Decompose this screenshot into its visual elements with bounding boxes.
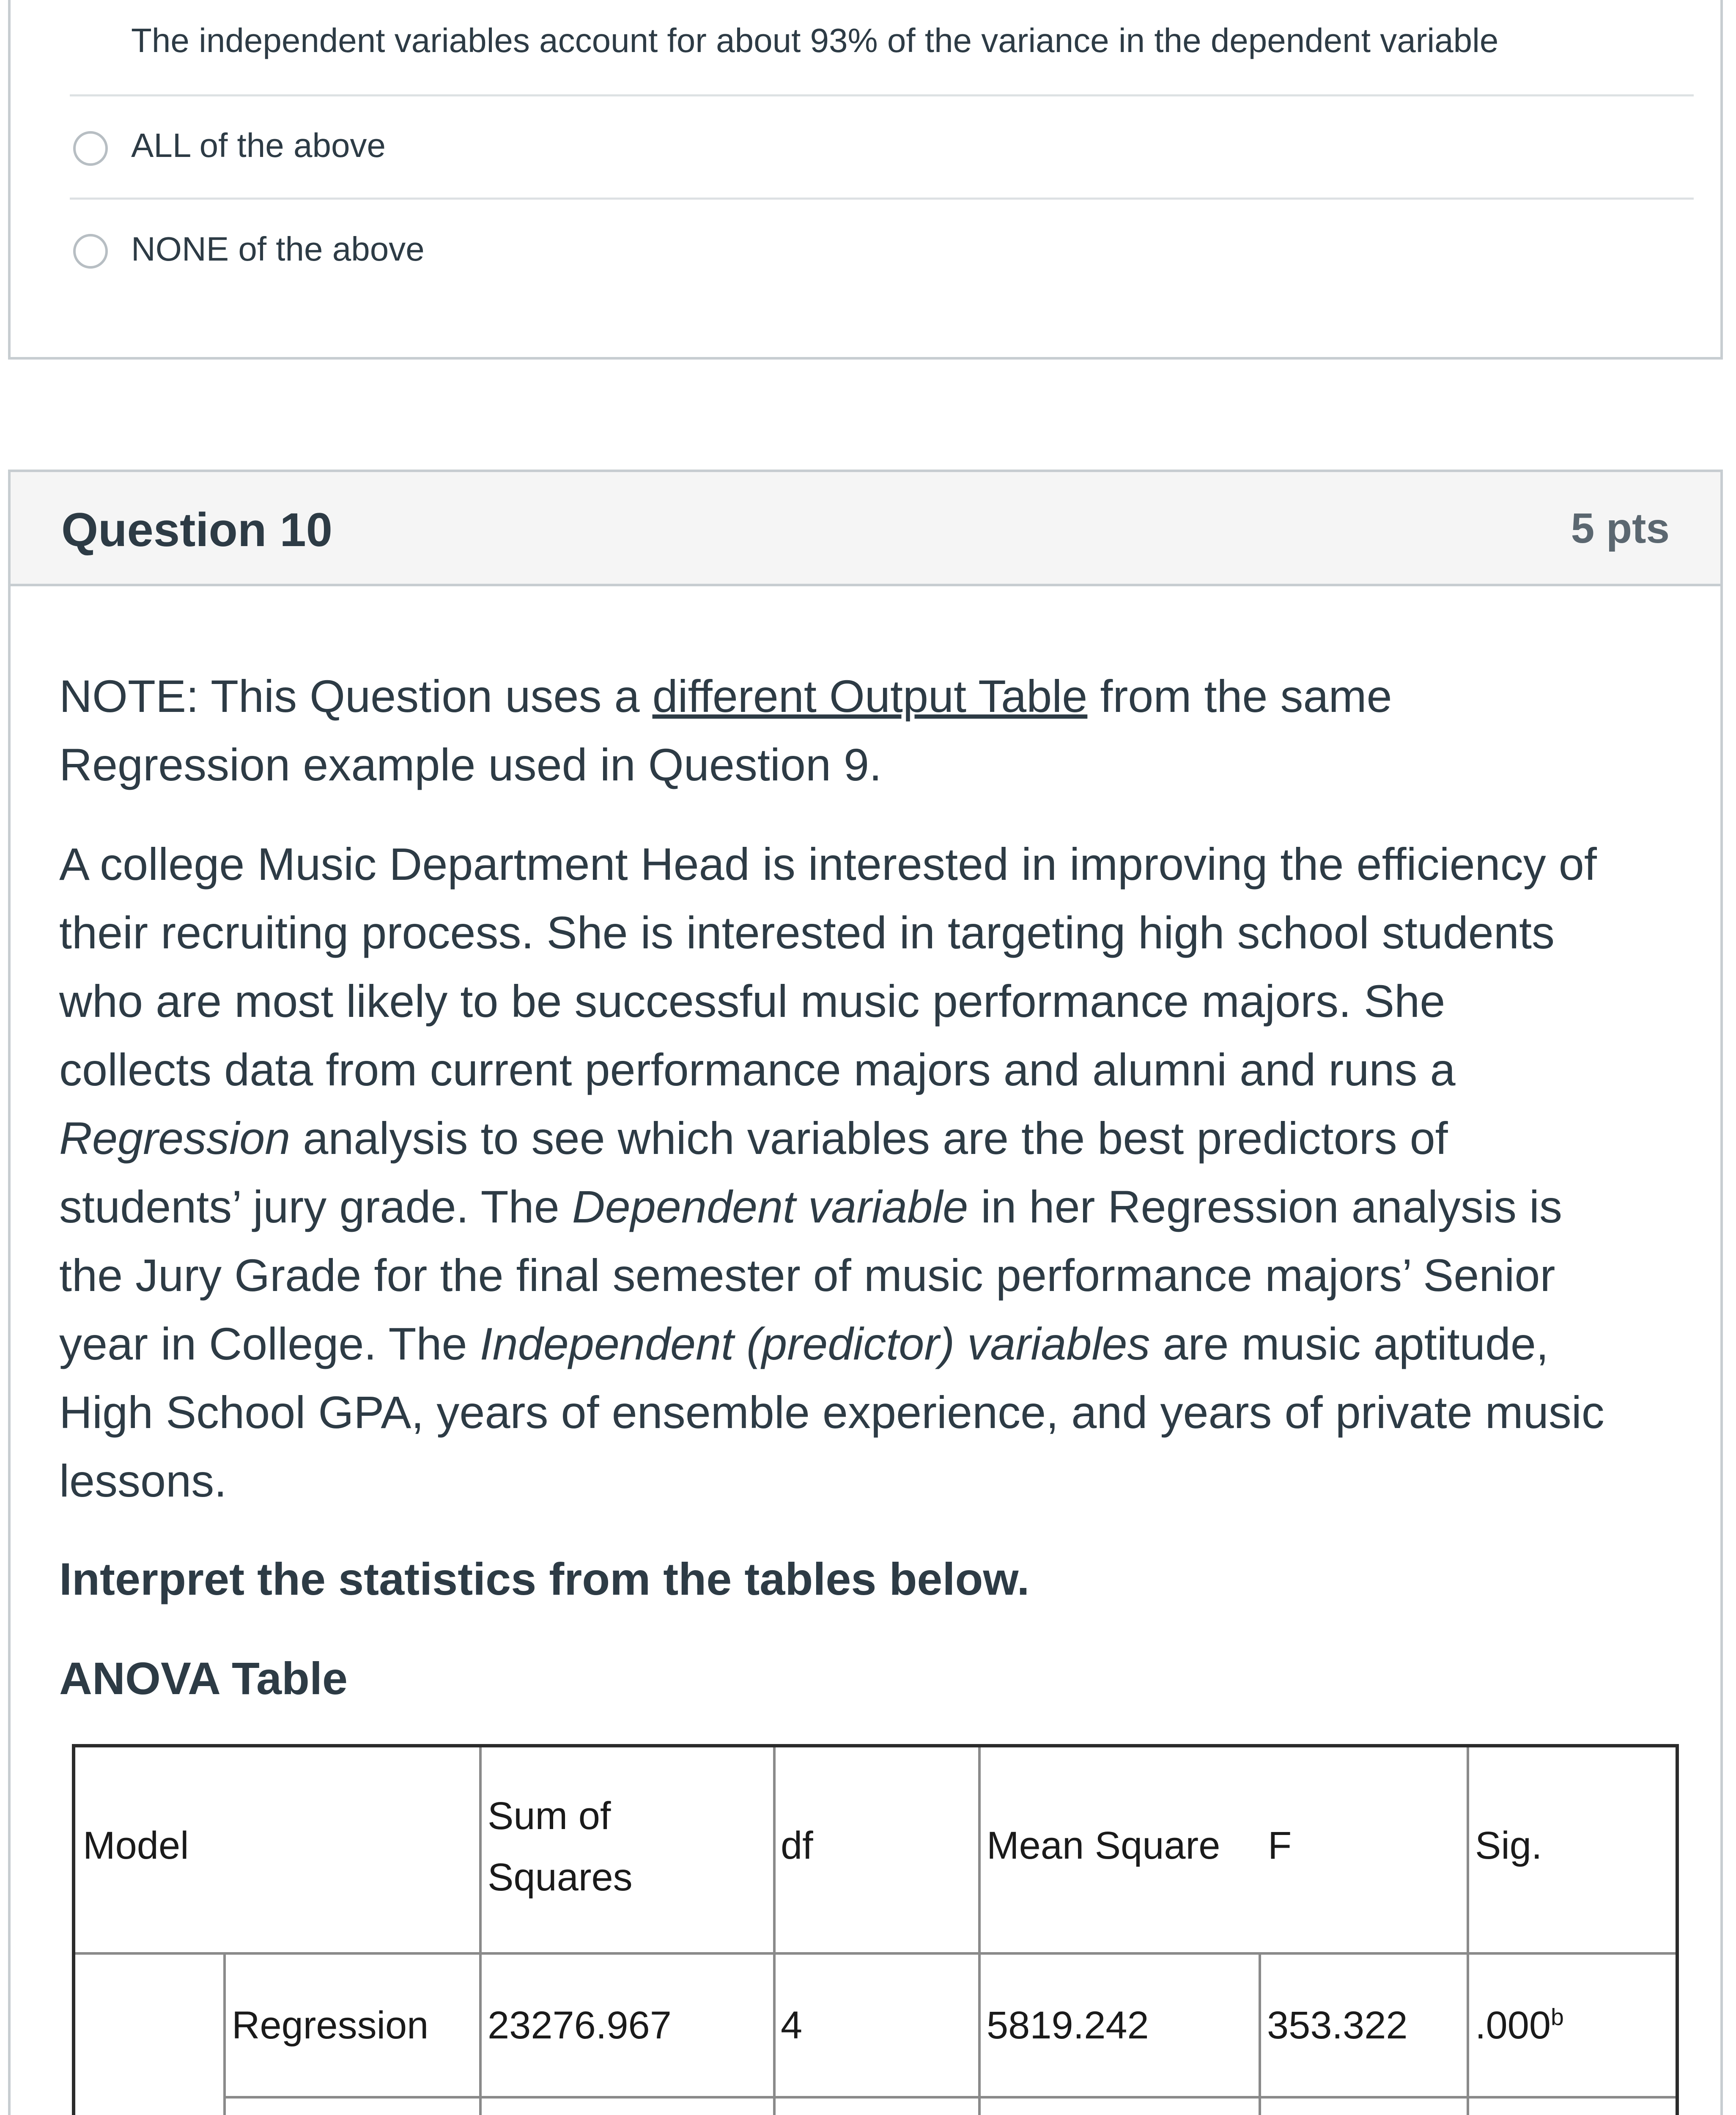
table-gridline bbox=[223, 2096, 1676, 2099]
regression-sig bbox=[1475, 2003, 1564, 2048]
sig-value: .000 bbox=[1475, 2004, 1551, 2047]
header-df: df bbox=[781, 1824, 813, 1867]
question-header bbox=[11, 472, 1720, 586]
table-gridline bbox=[1467, 1747, 1469, 2115]
paragraph-line-5 bbox=[59, 1112, 1448, 1165]
paragraph-line-7: the Jury Grade for the final semester of music performance majors’ Senior bbox=[59, 1250, 1555, 1301]
paragraph-text: students’ jury grade. The bbox=[59, 1181, 572, 1232]
table-gridline bbox=[223, 1955, 226, 2115]
header-sum-of-squares-2: Squares bbox=[488, 1856, 633, 1899]
different-output-table-link[interactable]: different Output Table bbox=[652, 670, 1088, 722]
paragraph-text: in her Regression analysis is bbox=[968, 1181, 1562, 1232]
regression-f: 353.322 bbox=[1267, 2004, 1408, 2047]
radio-all-of-the-above[interactable] bbox=[73, 131, 108, 166]
note-line-1 bbox=[59, 670, 1392, 722]
paragraph-line-8 bbox=[59, 1317, 1549, 1370]
row-label-regression: Regression bbox=[232, 2004, 429, 2047]
answer-divider bbox=[70, 94, 1694, 96]
regression-italic: Regression bbox=[59, 1112, 291, 1164]
paragraph-line-2: their recruiting process. She is interested in targeting high school students bbox=[59, 907, 1555, 958]
note-line-2: Regression example used in Question 9. bbox=[59, 739, 882, 790]
paragraph-text: are music aptitude, bbox=[1150, 1318, 1549, 1369]
table-gridline bbox=[1259, 1955, 1261, 2115]
table-title: ANOVA Table bbox=[59, 1653, 348, 1704]
paragraph-line-1: A college Music Department Head is interested in improving the efficiency of bbox=[59, 838, 1597, 890]
answer-option-all: ALL of the above bbox=[131, 126, 386, 164]
radio-none-of-the-above[interactable] bbox=[73, 234, 108, 269]
table-gridline bbox=[978, 1747, 981, 2115]
question-title: Question 10 bbox=[61, 503, 333, 556]
answer-option-text: The independent variables account for about 93% of the variance in the dependent variable bbox=[131, 22, 1499, 59]
previous-question-card bbox=[8, 0, 1723, 360]
note-prefix: NOTE: This Question uses a bbox=[59, 670, 653, 722]
table-gridline bbox=[479, 1747, 482, 2115]
header-sum-of-squares-1: Sum of bbox=[488, 1794, 611, 1838]
paragraph-text: year in College. The bbox=[59, 1318, 480, 1369]
question-points: 5 pts bbox=[1571, 505, 1670, 552]
anova-table bbox=[72, 1744, 1679, 2115]
answer-option-none: NONE of the above bbox=[131, 230, 425, 268]
answer-divider bbox=[70, 198, 1694, 200]
header-mean-square: Mean Square bbox=[987, 1824, 1220, 1867]
regression-mean-square: 5819.242 bbox=[987, 2004, 1149, 2047]
instruction-text: Interpret the statistics from the tables below. bbox=[59, 1553, 1030, 1604]
header-model: Model bbox=[83, 1824, 189, 1867]
sig-footnote-marker: b bbox=[1551, 2004, 1564, 2030]
paragraph-text: analysis to see which variables are the best predictors of bbox=[290, 1112, 1448, 1164]
paragraph-line-10: lessons. bbox=[59, 1455, 227, 1506]
paragraph-line-9: High School GPA, years of ensemble experience, and years of private music bbox=[59, 1387, 1604, 1438]
table-gridline bbox=[773, 1747, 776, 2115]
regression-df: 4 bbox=[781, 2004, 803, 2047]
header-sig: Sig. bbox=[1475, 1824, 1542, 1867]
paragraph-line-4: collects data from current performance majors and alumni and runs a bbox=[59, 1044, 1456, 1095]
independent-variables-italic: Independent (predictor) variables bbox=[480, 1318, 1150, 1369]
table-gridline bbox=[75, 1952, 1676, 1955]
paragraph-line-6 bbox=[59, 1180, 1562, 1233]
header-f: F bbox=[1268, 1824, 1292, 1867]
note-suffix: from the same bbox=[1087, 670, 1392, 722]
dependent-variable-italic: Dependent variable bbox=[572, 1181, 968, 1232]
paragraph-line-3: who are most likely to be successful music performance majors. She bbox=[59, 975, 1445, 1027]
regression-sum-of-squares: 23276.967 bbox=[488, 2004, 672, 2047]
